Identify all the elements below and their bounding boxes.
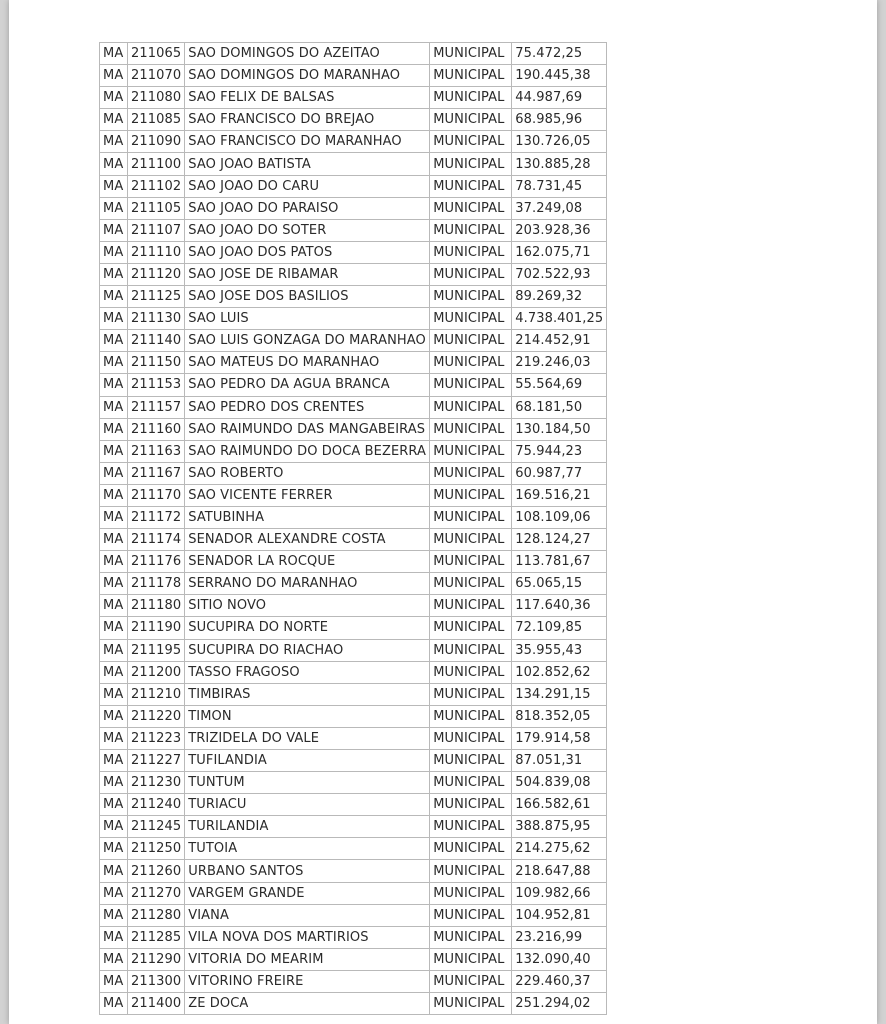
table-row: [100, 43, 607, 65]
state-cell: MA: [100, 396, 128, 418]
ibge-code-cell: 211163: [128, 440, 185, 462]
table-row: [100, 551, 607, 573]
amount-cell: 128.124,27: [512, 529, 607, 551]
amount-cell: 75.944,23: [512, 440, 607, 462]
sphere-cell: MUNICIPAL: [430, 175, 512, 197]
sphere-cell: MUNICIPAL: [430, 882, 512, 904]
table-row: [100, 661, 607, 683]
amount-cell: 179.914,58: [512, 727, 607, 749]
amount-cell: 104.952,81: [512, 904, 607, 926]
ibge-code-cell: 211178: [128, 573, 185, 595]
table-row: [100, 396, 607, 418]
amount-cell: 44.987,69: [512, 87, 607, 109]
amount-cell: 166.582,61: [512, 794, 607, 816]
amount-cell: 89.269,32: [512, 286, 607, 308]
ibge-code-cell: 211120: [128, 263, 185, 285]
sphere-cell: MUNICIPAL: [430, 65, 512, 87]
ibge-code-cell: 211227: [128, 750, 185, 772]
document-page: [9, 0, 877, 1024]
table-row: [100, 197, 607, 219]
table-row: [100, 308, 607, 330]
municipality-name-cell: SAO JOSE DOS BASILIOS: [185, 286, 430, 308]
ibge-code-cell: 211157: [128, 396, 185, 418]
amount-cell: 68.181,50: [512, 396, 607, 418]
state-cell: MA: [100, 330, 128, 352]
municipality-name-cell: TASSO FRAGOSO: [185, 661, 430, 683]
municipality-name-cell: SUCUPIRA DO NORTE: [185, 617, 430, 639]
sphere-cell: MUNICIPAL: [430, 219, 512, 241]
municipality-name-cell: SAO FELIX DE BALSAS: [185, 87, 430, 109]
amount-cell: 251.294,02: [512, 993, 607, 1015]
state-cell: MA: [100, 43, 128, 65]
state-cell: MA: [100, 131, 128, 153]
sphere-cell: MUNICIPAL: [430, 308, 512, 330]
table-row: [100, 573, 607, 595]
ibge-code-cell: 211285: [128, 926, 185, 948]
sphere-cell: MUNICIPAL: [430, 993, 512, 1015]
table-row: [100, 462, 607, 484]
amount-cell: 113.781,67: [512, 551, 607, 573]
sphere-cell: MUNICIPAL: [430, 87, 512, 109]
ibge-code-cell: 211280: [128, 904, 185, 926]
table-row: [100, 418, 607, 440]
sphere-cell: MUNICIPAL: [430, 352, 512, 374]
ibge-code-cell: 211167: [128, 462, 185, 484]
sphere-cell: MUNICIPAL: [430, 484, 512, 506]
sphere-cell: MUNICIPAL: [430, 286, 512, 308]
table-row: [100, 926, 607, 948]
table-row: [100, 816, 607, 838]
ibge-code-cell: 211065: [128, 43, 185, 65]
state-cell: MA: [100, 462, 128, 484]
state-cell: MA: [100, 860, 128, 882]
ibge-code-cell: 211400: [128, 993, 185, 1015]
amount-cell: 214.452,91: [512, 330, 607, 352]
amount-cell: 78.731,45: [512, 175, 607, 197]
table-row: [100, 727, 607, 749]
municipality-name-cell: SAO JOAO DO PARAISO: [185, 197, 430, 219]
state-cell: MA: [100, 617, 128, 639]
municipality-name-cell: SAO LUIS GONZAGA DO MARANHAO: [185, 330, 430, 352]
amount-cell: 35.955,43: [512, 639, 607, 661]
table-row: [100, 286, 607, 308]
state-cell: MA: [100, 573, 128, 595]
ibge-code-cell: 211172: [128, 506, 185, 528]
amount-cell: 169.516,21: [512, 484, 607, 506]
sphere-cell: MUNICIPAL: [430, 838, 512, 860]
table-row: [100, 374, 607, 396]
municipality-name-cell: SENADOR LA ROCQUE: [185, 551, 430, 573]
municipality-name-cell: VIANA: [185, 904, 430, 926]
municipality-name-cell: TIMBIRAS: [185, 683, 430, 705]
municipality-name-cell: SAO FRANCISCO DO MARANHAO: [185, 131, 430, 153]
amount-cell: 214.275,62: [512, 838, 607, 860]
sphere-cell: MUNICIPAL: [430, 926, 512, 948]
state-cell: MA: [100, 970, 128, 992]
amount-cell: 23.216,99: [512, 926, 607, 948]
state-cell: MA: [100, 838, 128, 860]
municipality-name-cell: SATUBINHA: [185, 506, 430, 528]
amount-cell: 109.982,66: [512, 882, 607, 904]
municipality-name-cell: SAO FRANCISCO DO BREJAO: [185, 109, 430, 131]
table-row: [100, 352, 607, 374]
state-cell: MA: [100, 109, 128, 131]
amount-cell: 108.109,06: [512, 506, 607, 528]
sphere-cell: MUNICIPAL: [430, 727, 512, 749]
ibge-code-cell: 211110: [128, 241, 185, 263]
amount-cell: 117.640,36: [512, 595, 607, 617]
municipality-name-cell: VITORINO FREIRE: [185, 970, 430, 992]
state-cell: MA: [100, 308, 128, 330]
amount-cell: 75.472,25: [512, 43, 607, 65]
sphere-cell: MUNICIPAL: [430, 772, 512, 794]
sphere-cell: MUNICIPAL: [430, 551, 512, 573]
state-cell: MA: [100, 993, 128, 1015]
state-cell: MA: [100, 286, 128, 308]
amount-cell: 504.839,08: [512, 772, 607, 794]
state-cell: MA: [100, 926, 128, 948]
sphere-cell: MUNICIPAL: [430, 263, 512, 285]
amount-cell: 68.985,96: [512, 109, 607, 131]
municipality-name-cell: SAO PEDRO DOS CRENTES: [185, 396, 430, 418]
table-row: [100, 970, 607, 992]
ibge-code-cell: 211240: [128, 794, 185, 816]
state-cell: MA: [100, 683, 128, 705]
ibge-code-cell: 211105: [128, 197, 185, 219]
municipality-name-cell: TURILANDIA: [185, 816, 430, 838]
amount-cell: 218.647,88: [512, 860, 607, 882]
amount-cell: 102.852,62: [512, 661, 607, 683]
table-row: [100, 484, 607, 506]
state-cell: MA: [100, 175, 128, 197]
state-cell: MA: [100, 904, 128, 926]
table-row: [100, 838, 607, 860]
municipality-name-cell: SAO RAIMUNDO DAS MANGABEIRAS: [185, 418, 430, 440]
state-cell: MA: [100, 418, 128, 440]
table-row: [100, 506, 607, 528]
table-row: [100, 529, 607, 551]
table-row: [100, 175, 607, 197]
ibge-code-cell: 211140: [128, 330, 185, 352]
ibge-code-cell: 211102: [128, 175, 185, 197]
table-row: [100, 109, 607, 131]
ibge-code-cell: 211180: [128, 595, 185, 617]
ibge-code-cell: 211300: [128, 970, 185, 992]
state-cell: MA: [100, 705, 128, 727]
table-row: [100, 860, 607, 882]
municipality-name-cell: SENADOR ALEXANDRE COSTA: [185, 529, 430, 551]
table-row: [100, 153, 607, 175]
state-cell: MA: [100, 506, 128, 528]
ibge-code-cell: 211107: [128, 219, 185, 241]
table-row: [100, 993, 607, 1015]
municipality-name-cell: SAO RAIMUNDO DO DOCA BEZERRA: [185, 440, 430, 462]
amount-cell: 65.065,15: [512, 573, 607, 595]
ibge-code-cell: 211260: [128, 860, 185, 882]
table-row: [100, 617, 607, 639]
amount-cell: 818.352,05: [512, 705, 607, 727]
municipality-name-cell: SAO JOAO DO CARU: [185, 175, 430, 197]
sphere-cell: MUNICIPAL: [430, 705, 512, 727]
table-body: [100, 43, 607, 1015]
ibge-code-cell: 211125: [128, 286, 185, 308]
sphere-cell: MUNICIPAL: [430, 153, 512, 175]
sphere-cell: MUNICIPAL: [430, 904, 512, 926]
ibge-code-cell: 211176: [128, 551, 185, 573]
municipality-name-cell: VILA NOVA DOS MARTIRIOS: [185, 926, 430, 948]
state-cell: MA: [100, 153, 128, 175]
state-cell: MA: [100, 440, 128, 462]
state-cell: MA: [100, 197, 128, 219]
state-cell: MA: [100, 263, 128, 285]
ibge-code-cell: 211085: [128, 109, 185, 131]
sphere-cell: MUNICIPAL: [430, 197, 512, 219]
state-cell: MA: [100, 551, 128, 573]
ibge-code-cell: 211210: [128, 683, 185, 705]
state-cell: MA: [100, 882, 128, 904]
table-row: [100, 330, 607, 352]
state-cell: MA: [100, 948, 128, 970]
amount-cell: 4.738.401,25: [512, 308, 607, 330]
municipality-name-cell: TUNTUM: [185, 772, 430, 794]
sphere-cell: MUNICIPAL: [430, 374, 512, 396]
sphere-cell: MUNICIPAL: [430, 816, 512, 838]
state-cell: MA: [100, 816, 128, 838]
sphere-cell: MUNICIPAL: [430, 595, 512, 617]
ibge-code-cell: 211130: [128, 308, 185, 330]
sphere-cell: MUNICIPAL: [430, 43, 512, 65]
table-row: [100, 65, 607, 87]
municipality-name-cell: TUFILANDIA: [185, 750, 430, 772]
table-row: [100, 263, 607, 285]
table-row: [100, 131, 607, 153]
sphere-cell: MUNICIPAL: [430, 860, 512, 882]
municipality-name-cell: ZE DOCA: [185, 993, 430, 1015]
amount-cell: 87.051,31: [512, 750, 607, 772]
table-row: [100, 683, 607, 705]
state-cell: MA: [100, 374, 128, 396]
table-row: [100, 241, 607, 263]
municipality-name-cell: SAO MATEUS DO MARANHAO: [185, 352, 430, 374]
sphere-cell: MUNICIPAL: [430, 573, 512, 595]
municipality-name-cell: SAO PEDRO DA AGUA BRANCA: [185, 374, 430, 396]
sphere-cell: MUNICIPAL: [430, 109, 512, 131]
state-cell: MA: [100, 219, 128, 241]
amount-cell: 388.875,95: [512, 816, 607, 838]
table-row: [100, 87, 607, 109]
sphere-cell: MUNICIPAL: [430, 396, 512, 418]
amount-cell: 37.249,08: [512, 197, 607, 219]
amount-cell: 190.445,38: [512, 65, 607, 87]
sphere-cell: MUNICIPAL: [430, 131, 512, 153]
amount-cell: 60.987,77: [512, 462, 607, 484]
municipality-name-cell: SAO JOSE DE RIBAMAR: [185, 263, 430, 285]
table-row: [100, 595, 607, 617]
state-cell: MA: [100, 727, 128, 749]
municipality-name-cell: URBANO SANTOS: [185, 860, 430, 882]
table-row: [100, 440, 607, 462]
municipality-name-cell: SITIO NOVO: [185, 595, 430, 617]
ibge-code-cell: 211200: [128, 661, 185, 683]
municipality-name-cell: SAO VICENTE FERRER: [185, 484, 430, 506]
municipality-name-cell: TIMON: [185, 705, 430, 727]
amount-cell: 72.109,85: [512, 617, 607, 639]
state-cell: MA: [100, 595, 128, 617]
ibge-code-cell: 211230: [128, 772, 185, 794]
amount-cell: 130.726,05: [512, 131, 607, 153]
municipality-table: [99, 42, 607, 1015]
municipality-name-cell: SAO DOMINGOS DO MARANHAO: [185, 65, 430, 87]
sphere-cell: MUNICIPAL: [430, 529, 512, 551]
municipality-name-cell: SAO JOAO DO SOTER: [185, 219, 430, 241]
ibge-code-cell: 211153: [128, 374, 185, 396]
municipality-name-cell: SUCUPIRA DO RIACHAO: [185, 639, 430, 661]
ibge-code-cell: 211080: [128, 87, 185, 109]
sphere-cell: MUNICIPAL: [430, 970, 512, 992]
table-row: [100, 639, 607, 661]
table-row: [100, 904, 607, 926]
amount-cell: 229.460,37: [512, 970, 607, 992]
sphere-cell: MUNICIPAL: [430, 241, 512, 263]
ibge-code-cell: 211070: [128, 65, 185, 87]
municipality-name-cell: SAO DOMINGOS DO AZEITAO: [185, 43, 430, 65]
municipality-name-cell: TURIACU: [185, 794, 430, 816]
ibge-code-cell: 211100: [128, 153, 185, 175]
ibge-code-cell: 211190: [128, 617, 185, 639]
state-cell: MA: [100, 772, 128, 794]
ibge-code-cell: 211245: [128, 816, 185, 838]
table-row: [100, 794, 607, 816]
amount-cell: 130.184,50: [512, 418, 607, 440]
state-cell: MA: [100, 639, 128, 661]
amount-cell: 219.246,03: [512, 352, 607, 374]
sphere-cell: MUNICIPAL: [430, 462, 512, 484]
municipality-name-cell: SAO JOAO BATISTA: [185, 153, 430, 175]
municipality-name-cell: VARGEM GRANDE: [185, 882, 430, 904]
ibge-code-cell: 211174: [128, 529, 185, 551]
ibge-code-cell: 211270: [128, 882, 185, 904]
state-cell: MA: [100, 661, 128, 683]
municipality-name-cell: SERRANO DO MARANHAO: [185, 573, 430, 595]
state-cell: MA: [100, 794, 128, 816]
ibge-code-cell: 211170: [128, 484, 185, 506]
municipality-name-cell: SAO JOAO DOS PATOS: [185, 241, 430, 263]
state-cell: MA: [100, 241, 128, 263]
sphere-cell: MUNICIPAL: [430, 440, 512, 462]
amount-cell: 55.564,69: [512, 374, 607, 396]
ibge-code-cell: 211195: [128, 639, 185, 661]
amount-cell: 130.885,28: [512, 153, 607, 175]
amount-cell: 134.291,15: [512, 683, 607, 705]
sphere-cell: MUNICIPAL: [430, 506, 512, 528]
state-cell: MA: [100, 484, 128, 506]
amount-cell: 162.075,71: [512, 241, 607, 263]
municipality-name-cell: TUTOIA: [185, 838, 430, 860]
state-cell: MA: [100, 529, 128, 551]
table-row: [100, 219, 607, 241]
table-row: [100, 772, 607, 794]
ibge-code-cell: 211250: [128, 838, 185, 860]
ibge-code-cell: 211223: [128, 727, 185, 749]
state-cell: MA: [100, 352, 128, 374]
ibge-code-cell: 211220: [128, 705, 185, 727]
amount-cell: 702.522,93: [512, 263, 607, 285]
ibge-code-cell: 211090: [128, 131, 185, 153]
sphere-cell: MUNICIPAL: [430, 948, 512, 970]
table-row: [100, 948, 607, 970]
amount-cell: 132.090,40: [512, 948, 607, 970]
sphere-cell: MUNICIPAL: [430, 418, 512, 440]
state-cell: MA: [100, 87, 128, 109]
sphere-cell: MUNICIPAL: [430, 750, 512, 772]
state-cell: MA: [100, 65, 128, 87]
state-cell: MA: [100, 750, 128, 772]
sphere-cell: MUNICIPAL: [430, 639, 512, 661]
municipality-name-cell: VITORIA DO MEARIM: [185, 948, 430, 970]
table-row: [100, 705, 607, 727]
ibge-code-cell: 211150: [128, 352, 185, 374]
ibge-code-cell: 211160: [128, 418, 185, 440]
municipality-name-cell: TRIZIDELA DO VALE: [185, 727, 430, 749]
sphere-cell: MUNICIPAL: [430, 683, 512, 705]
sphere-cell: MUNICIPAL: [430, 617, 512, 639]
amount-cell: 203.928,36: [512, 219, 607, 241]
sphere-cell: MUNICIPAL: [430, 330, 512, 352]
table-row: [100, 750, 607, 772]
municipality-name-cell: SAO ROBERTO: [185, 462, 430, 484]
table-row: [100, 882, 607, 904]
municipality-name-cell: SAO LUIS: [185, 308, 430, 330]
ibge-code-cell: 211290: [128, 948, 185, 970]
sphere-cell: MUNICIPAL: [430, 661, 512, 683]
sphere-cell: MUNICIPAL: [430, 794, 512, 816]
